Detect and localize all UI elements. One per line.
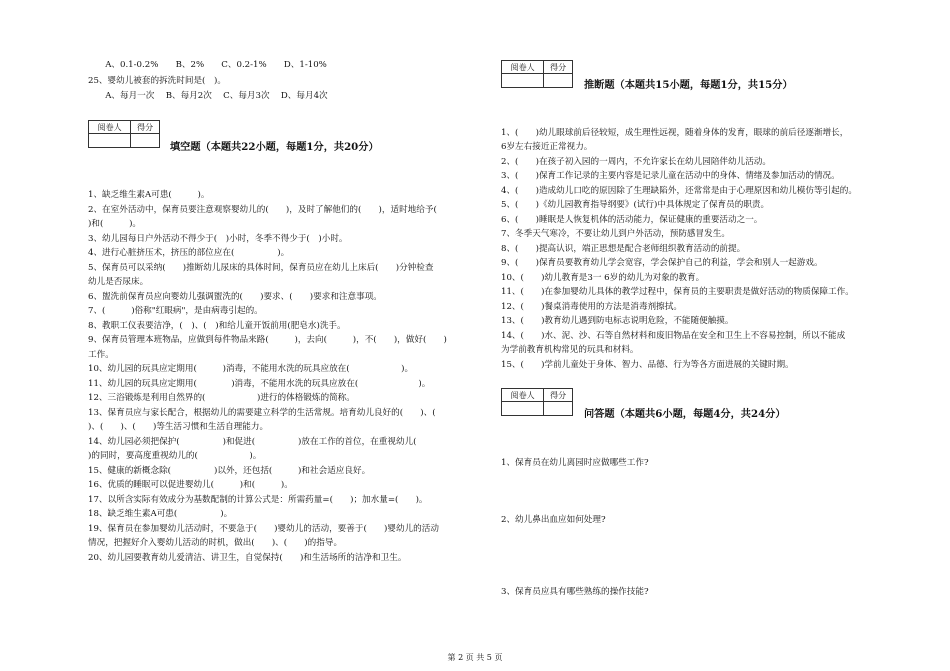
question-line: 20、幼儿园要教育幼儿爱清洁、讲卫生，自觉保持( )和生活场所的洁净和卫生。 <box>88 553 407 563</box>
fill-section-title: 填空题（本题共22小题，每题1分，共20分） <box>170 141 379 153</box>
question-line: 15、( )学前儿童处于身体、智力、品德、行为等各方面进展的关键时期。 <box>501 360 794 370</box>
question-line: 1、( )幼儿眼球前后径较短，成生理性远视，随着身体的发育，眼球的前后径逐渐增长， <box>501 128 849 138</box>
judge-section-title: 推断题（本题共15小题，每题1分，共15分） <box>584 79 793 91</box>
prev-options-line: A、每月一次 B、每月2次 C、每月3次 D、每月4次 <box>88 91 328 101</box>
question-line: 2、在室外活动中，保育员要注意观察婴幼儿的( )，及时了解他们的( )，适时地给予( <box>88 205 454 215</box>
question-line: 11、幼儿园的玩具应定期用( )消毒，不能用水洗的玩具应放在( )。 <box>88 379 431 389</box>
question-line: 9、( )保育员要教育幼儿学会宽容，学会保护自己的利益，学会和别人一起游戏。 <box>501 258 823 268</box>
question-line: 17、以所含实际有效成分为基数配制的计算公式是：所需药量=( )；加水量=( )。 <box>88 495 428 505</box>
question-line: 3、幼儿园每日户外活动不得少于( )小时，冬季不得少于( )小时。 <box>88 234 348 244</box>
question-line: 8、教职工仪表要洁净，( )、( )和给儿童开饭前用(肥皂水)洗手。 <box>88 321 346 331</box>
question-line: 16、优质的睡眠可以促进婴幼儿( )和( )。 <box>88 480 293 490</box>
question-line: 12、三浴锻炼是利用自然界的( )进行的体格锻炼的简称。 <box>88 393 355 403</box>
score-label: 得分 <box>131 121 160 134</box>
fill-score-box <box>88 120 160 148</box>
reviewer-label: 阅卷人 <box>502 61 544 74</box>
question-line: 幼儿是否尿床。 <box>88 277 149 287</box>
score-cell[interactable] <box>131 134 160 148</box>
question-line: 7、( )俗称"红眼病"，是由病毒引起的。 <box>88 306 263 316</box>
question-line: 情况，把握好介入婴幼儿活动的时机，做出( )、( )的指导。 <box>88 538 343 548</box>
question-line: 11、( )在参加婴幼儿具体的教学过程中，保育员的主要职责是做好活动的物质保障工作。 <box>501 287 854 297</box>
question-line: 9、保育员管理本班物品，应做到每件物品来路( )，去向( )，不( )，做好( ) <box>88 335 447 345</box>
question-line: 12、( )餐桌消毒使用的方法是消毒剂擦拭。 <box>501 302 682 312</box>
question-line: )的同时，要高度重视幼儿的( )。 <box>88 451 262 461</box>
prev-question-25: 25、婴幼儿被套的拆洗时间是( )。 <box>88 76 226 86</box>
question-line: )和( )。 <box>88 219 142 229</box>
reviewer-label: 阅卷人 <box>502 389 544 402</box>
question-line: 工作。 <box>88 350 114 360</box>
reviewer-cell[interactable] <box>89 134 131 148</box>
question-line: 7、冬季天气寒冷，不要让幼儿到户外活动，预防感冒发生。 <box>501 229 730 239</box>
score-label: 得分 <box>544 61 573 74</box>
question-line: 3、( )保育工作记录的主要内容是记录儿童在活动中的身体、情绪及参加活动的情况。 <box>501 171 840 181</box>
question-line: 6、盥洗前保育员应向婴幼儿强调盥洗的( )要求、( )要求和注意事项。 <box>88 292 382 302</box>
question-line: 3、保育员应具有哪些熟练的操作技能? <box>501 587 649 597</box>
question-line: 1、缺乏维生素A可患( )。 <box>88 190 210 200</box>
question-line: 6、( )睡眠是人恢复机体的活动能力，保证健康的重要活动之一。 <box>501 215 763 225</box>
question-line: 14、( )水、泥、沙、石等自然材料和废旧物品在安全和卫生上不容易控制，所以不能成 <box>501 331 846 341</box>
judge-score-box <box>501 60 573 88</box>
prev-options-line: A、0.1-0.2% B、2% C、0.2-1% D、1-10% <box>88 60 327 70</box>
page-footer: 第 2 页 共 5 页 <box>447 653 503 662</box>
question-line: 15、健康的新概念除( )以外，还包括( )和社会适应良好。 <box>88 466 371 476</box>
question-line: 5、( )《幼儿园教育指导纲要》(试行)中具体规定了保育员的职责。 <box>501 200 770 210</box>
question-line: 4、进行心脏挤压术，挤压的部位应在( )。 <box>88 248 290 258</box>
reviewer-cell[interactable] <box>502 402 544 416</box>
question-line: 5、保育员可以采纳( )推断幼儿尿床的具体时间，保育员应在幼儿上床后( )分钟检查 <box>88 263 434 273</box>
qa-score-box <box>501 388 573 416</box>
question-line: )、( )、( )等生活习惯和生活自理能力。 <box>88 422 269 432</box>
question-line: 10、( )幼儿教育是3一 6岁的幼儿为对象的教育。 <box>501 273 705 283</box>
score-cell[interactable] <box>544 402 573 416</box>
question-line: 14、幼儿园必须把保护( )和促进( )放在工作的首位，在重视幼儿( <box>88 437 451 447</box>
reviewer-cell[interactable] <box>502 74 544 88</box>
reviewer-label: 阅卷人 <box>89 121 131 134</box>
qa-section-title: 问答题（本题共6小题，每题4分，共24分） <box>584 408 786 420</box>
question-line: 10、幼儿园的玩具应定期用( )消毒，不能用水洗的玩具应放在( )。 <box>88 364 414 374</box>
question-line: 6岁左右接近正常视力。 <box>501 142 593 152</box>
question-line: 1、保育员在幼儿离园时应做哪些工作? <box>501 458 649 468</box>
question-line: 4、( )造成幼儿口吃的原因除了生理缺陷外，还常常是由于心理原因和幼儿模仿等引起的。 <box>501 186 857 196</box>
question-line: 19、保育员在参加婴幼儿活动时，不要急于( )婴幼儿的活动，要善于( )婴幼儿的活动 <box>88 524 439 534</box>
question-line: 13、保育员应与家长配合，根据幼儿的需要建立科学的生活常规。培育幼儿良好的( )、( <box>88 408 453 418</box>
question-line: 2、幼儿鼻出血应如何处理? <box>501 515 606 525</box>
question-line: 18、缺乏维生素A可患( )。 <box>88 509 233 519</box>
question-line: 13、( )教育幼儿遇到防电标志说明危险，不能随便触摸。 <box>501 316 734 326</box>
score-cell[interactable] <box>544 74 573 88</box>
question-line: 8、( )提高认识，端正思想是配合老师组织教育活动的前提。 <box>501 244 746 254</box>
question-line: 为学前教育机构常见的玩具和材料。 <box>501 345 639 355</box>
score-label: 得分 <box>544 389 573 402</box>
question-line: 2、( )在孩子初入园的一周内，不允许家长在幼儿园陪伴幼儿活动。 <box>501 157 771 167</box>
